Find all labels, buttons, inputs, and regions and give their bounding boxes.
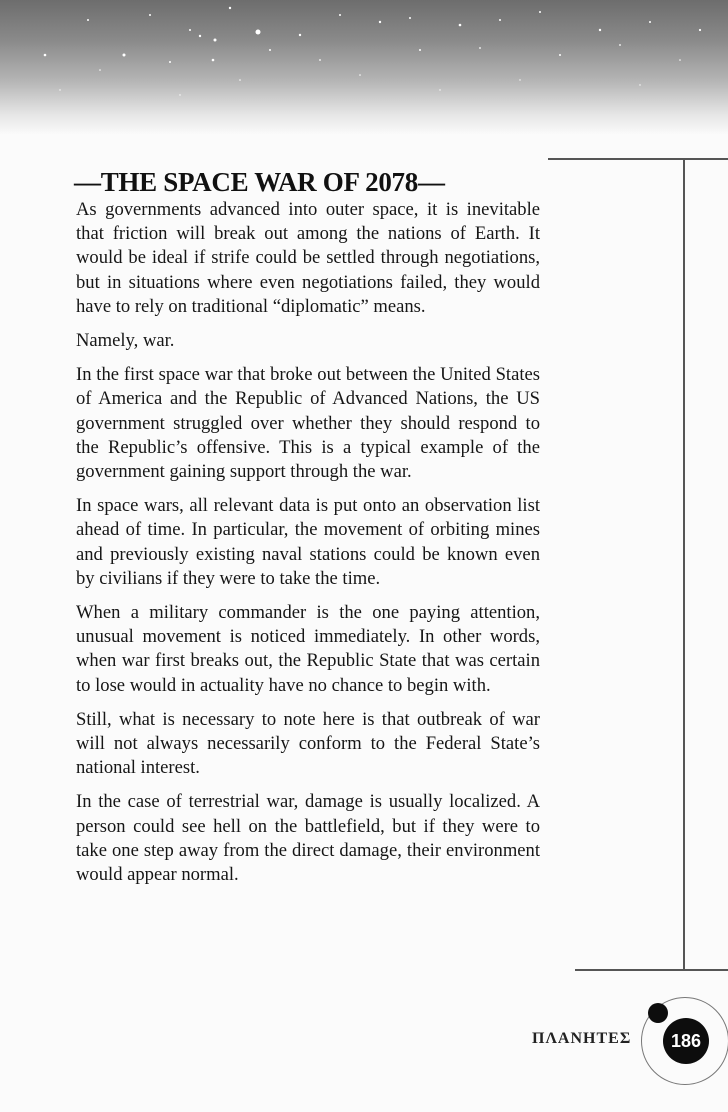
- bottom-horizontal-rule: [575, 969, 728, 971]
- stars-icon: [0, 0, 728, 135]
- paragraph: When a military commander is the one paying attention, unusual movement is noticed immediately. In other words, when war first breaks out, the Republic State that was certain to lose would in actuality have no chance to begin with.: [76, 602, 540, 696]
- moon-dot-icon: [648, 1003, 668, 1023]
- paragraph: As governments advanced into outer space, it is inevitable that friction will break out among the nations of Earth. It would be ideal if strife could be settled through negotiations, but in situations where even negotiations failed, they would have to rely on traditional “diplomatic” means.: [76, 199, 540, 317]
- page-number: 186: [663, 1018, 709, 1064]
- article-body: [76, 198, 540, 897]
- top-horizontal-rule: [548, 158, 728, 160]
- paragraph: In the case of terrestrial war, damage is usually localized. A person could see hell on the battlefield, but if they were to take one step away from the direct damage, their environment would appear normal.: [76, 791, 540, 886]
- right-vertical-rule: [683, 159, 685, 969]
- paragraph: Namely, war.: [76, 330, 175, 352]
- starfield-header-illustration: [0, 0, 728, 135]
- paragraph: In the first space war that broke out between the United States of America and the Republic of Advanced Nations, the US government struggled over whether they should respond to the Republic’s offensive. This is a typical example of the government gaining support through the war.: [76, 364, 540, 483]
- article-title: —THE SPACE WAR OF 2078—: [74, 167, 445, 197]
- series-title: ΠΛΑΝΗΤΕΣ: [532, 1030, 632, 1047]
- paragraph: Still, what is necessary to note here is that outbreak of war will not always necessarily conform to the Federal State’s national interest.: [76, 708, 540, 779]
- paragraph: In space wars, all relevant data is put onto an observation list ahead of time. In particular, the movement of orbiting mines and previously existing naval stations could be known even by civilians if they were to take the time.: [76, 495, 540, 589]
